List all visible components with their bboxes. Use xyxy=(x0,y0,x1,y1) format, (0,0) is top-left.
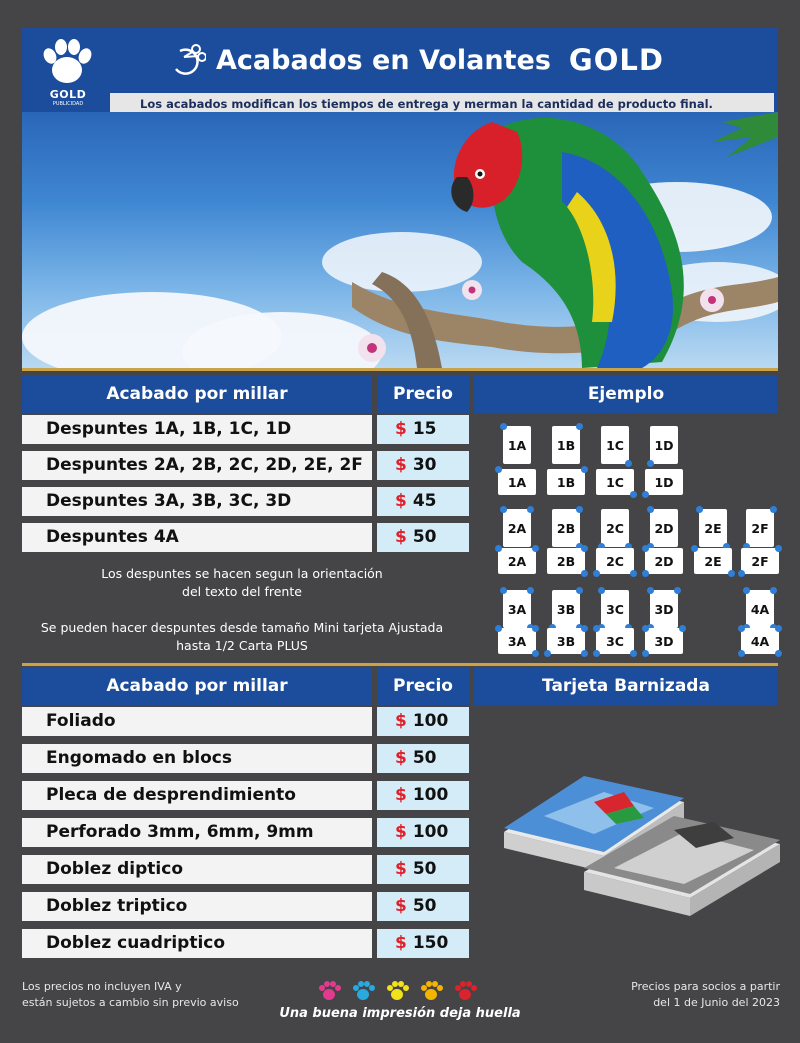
corner-cut-tile-3d: 3D xyxy=(645,628,683,654)
table-row-price xyxy=(377,451,469,480)
corner-dot xyxy=(642,491,649,498)
corner-cut-tile-4a: 4A xyxy=(746,590,774,628)
col-header-price: Precio xyxy=(377,375,469,413)
price-value: 30 xyxy=(412,455,437,475)
currency-symbol: $ xyxy=(395,933,407,953)
note-line: hasta 1/2 Carta PLUS xyxy=(176,638,308,653)
corner-cut-tile-1d: 1D xyxy=(650,426,678,464)
corner-cut-tile-2e: 2E xyxy=(694,548,732,574)
corner-dot xyxy=(625,460,632,467)
corner-dot xyxy=(532,545,539,552)
col-header-item: Acabado por millar xyxy=(22,667,372,705)
corner-dot xyxy=(770,587,777,594)
price-value: 50 xyxy=(412,748,437,768)
corner-cut-tile-2f: 2F xyxy=(741,548,779,574)
price-value: 45 xyxy=(412,491,437,511)
corner-dot xyxy=(527,587,534,594)
parrot-illustration xyxy=(22,112,778,368)
footer-line: Los precios no incluyen IVA y xyxy=(22,980,182,993)
corner-cut-tile-2a: 2A xyxy=(503,509,531,547)
currency-symbol: $ xyxy=(395,859,407,879)
corner-dot xyxy=(593,625,600,632)
corner-cut-tile-4a: 4A xyxy=(741,628,779,654)
corner-dot xyxy=(544,650,551,657)
corner-dot xyxy=(642,650,649,657)
corner-dot xyxy=(532,625,539,632)
price-value: 100 xyxy=(412,711,449,731)
table-row-price xyxy=(377,929,469,958)
currency-symbol: $ xyxy=(395,896,407,916)
corner-dot xyxy=(770,506,777,513)
corner-dot xyxy=(630,570,637,577)
table-row-price xyxy=(377,523,469,552)
corner-dot xyxy=(647,587,654,594)
corner-dot xyxy=(500,506,507,513)
corner-cut-tile-1b: 1B xyxy=(552,426,580,464)
corner-cut-tile-3a: 3A xyxy=(503,590,531,628)
corner-dot xyxy=(581,570,588,577)
corner-dot xyxy=(581,466,588,473)
page-title xyxy=(170,40,664,80)
corner-dot xyxy=(581,625,588,632)
paw-icon xyxy=(420,980,442,1002)
table-row-name: Doblez cuadriptico xyxy=(22,929,372,958)
corner-dot xyxy=(738,570,745,577)
note-sizes xyxy=(22,619,462,655)
paw-icon xyxy=(386,980,408,1002)
table-row-name: Engomado en blocs xyxy=(22,744,372,773)
divider-line xyxy=(22,663,778,666)
currency-symbol: $ xyxy=(395,822,407,842)
corner-cut-tile-1c: 1C xyxy=(596,469,634,495)
footer-disclaimer xyxy=(22,979,239,1011)
table-row-name: Foliado xyxy=(22,707,372,736)
corner-dot xyxy=(581,545,588,552)
logo-subtitle: PUBLICIDAD xyxy=(52,101,84,107)
corner-cut-tile-3c: 3C xyxy=(596,628,634,654)
note-orientation xyxy=(22,565,462,601)
table-row-name: Doblez triptico xyxy=(22,892,372,921)
table-row-price xyxy=(377,707,469,736)
table-row-name: Despuntes 1A, 1B, 1C, 1D xyxy=(22,415,372,444)
corner-dot xyxy=(495,625,502,632)
corner-cut-tile-2c: 2C xyxy=(601,509,629,547)
corner-cut-tile-2a: 2A xyxy=(498,548,536,574)
corner-dot xyxy=(495,545,502,552)
logo-word: GOLD xyxy=(49,88,87,101)
table-row-price xyxy=(377,892,469,921)
subtitle-bar: Los acabados modifican los tiempos de entrega y merman la cantidad de producto final. xyxy=(110,93,774,115)
corner-dot xyxy=(775,650,782,657)
price-value: 100 xyxy=(412,822,449,842)
paw-icon xyxy=(318,980,340,1002)
price-value: 150 xyxy=(412,933,449,953)
price-value: 50 xyxy=(412,859,437,879)
footer-line: Precios para socios a partir xyxy=(631,980,780,993)
price-value: 15 xyxy=(412,419,437,439)
corner-dot xyxy=(593,570,600,577)
corner-dot xyxy=(576,587,583,594)
corner-cut-tile-1a: 1A xyxy=(503,426,531,464)
corner-dot xyxy=(691,545,698,552)
currency-symbol: $ xyxy=(395,491,407,511)
paw-icon xyxy=(32,34,102,88)
corner-cut-tile-1d: 1D xyxy=(645,469,683,495)
corner-dot xyxy=(527,506,534,513)
table-row-price xyxy=(377,781,469,810)
corner-cut-tile-1a: 1A xyxy=(498,469,536,495)
gold-paw-logo xyxy=(32,34,102,106)
currency-symbol: $ xyxy=(395,748,407,768)
table-row-name: Despuntes 2A, 2B, 2C, 2D, 2E, 2F xyxy=(22,451,372,480)
corner-dot xyxy=(674,587,681,594)
corner-dot xyxy=(738,650,745,657)
table-row-price xyxy=(377,744,469,773)
scissors-icon xyxy=(170,43,206,77)
table-row-price xyxy=(377,487,469,516)
corner-dot xyxy=(728,570,735,577)
corner-dot xyxy=(576,423,583,430)
corner-dot xyxy=(642,570,649,577)
corner-dot xyxy=(642,625,649,632)
corner-dot xyxy=(679,625,686,632)
col-header-item: Acabado por millar xyxy=(22,375,372,413)
varnished-card-illustration xyxy=(484,772,784,922)
corner-cut-tile-2b: 2B xyxy=(552,509,580,547)
corner-cut-tile-2d: 2D xyxy=(650,509,678,547)
table-row-name: Despuntes 3A, 3B, 3C, 3D xyxy=(22,487,372,516)
col-header-price: Precio xyxy=(377,667,469,705)
currency-symbol: $ xyxy=(395,455,407,475)
corner-cut-tile-2b: 2B xyxy=(547,548,585,574)
corner-dot xyxy=(775,625,782,632)
price-value: 50 xyxy=(412,896,437,916)
corner-cut-tile-2f: 2F xyxy=(746,509,774,547)
price-value: 100 xyxy=(412,785,449,805)
corner-dot xyxy=(495,466,502,473)
corner-dot xyxy=(576,506,583,513)
corner-cut-tile-2e: 2E xyxy=(699,509,727,547)
corner-dot xyxy=(642,545,649,552)
corner-cut-tile-3c: 3C xyxy=(601,590,629,628)
corner-dot xyxy=(647,506,654,513)
footer-validity xyxy=(600,979,780,1011)
corner-cut-tile-3d: 3D xyxy=(650,590,678,628)
note-line: Los despuntes se hacen segun la orientación xyxy=(101,566,383,581)
footer-line: están sujetos a cambio sin previo aviso xyxy=(22,996,239,1009)
table-row-price xyxy=(377,818,469,847)
paw-icon xyxy=(454,980,476,1002)
corner-dot xyxy=(593,650,600,657)
corner-dot xyxy=(598,587,605,594)
divider-line xyxy=(22,368,778,371)
corner-dot xyxy=(581,650,588,657)
note-line: del texto del frente xyxy=(182,584,302,599)
currency-symbol: $ xyxy=(395,711,407,731)
currency-symbol: $ xyxy=(395,785,407,805)
paw-prints xyxy=(318,980,476,1002)
hero-parrot-image xyxy=(22,112,778,368)
currency-symbol: $ xyxy=(395,527,407,547)
slogan: Una buena impresión deja huella xyxy=(279,1006,521,1021)
corner-dot xyxy=(743,587,750,594)
corner-cut-tile-1c: 1C xyxy=(601,426,629,464)
corner-dot xyxy=(500,587,507,594)
note-line: Se pueden hacer despuntes desde tamaño Mini tarjeta Ajustada xyxy=(40,620,444,635)
table-row-price xyxy=(377,415,469,444)
price-value: 50 xyxy=(412,527,437,547)
corner-dot xyxy=(630,650,637,657)
title-text: Acabados en Volantes xyxy=(216,44,551,76)
table-row-name: Perforado 3mm, 6mm, 9mm xyxy=(22,818,372,847)
corner-cut-tile-3b: 3B xyxy=(547,628,585,654)
title-brand: GOLD xyxy=(568,43,664,77)
header-banner xyxy=(22,28,778,112)
table-row-price xyxy=(377,855,469,884)
footer-line: del 1 de Junio del 2023 xyxy=(653,996,780,1009)
corner-dot xyxy=(647,460,654,467)
paw-icon xyxy=(352,980,374,1002)
col-header-varnished-card: Tarjeta Barnizada xyxy=(474,667,778,705)
corner-dot xyxy=(738,625,745,632)
corner-cut-tile-2c: 2C xyxy=(596,548,634,574)
corner-dot xyxy=(696,506,703,513)
corner-cut-tile-2d: 2D xyxy=(645,548,683,574)
table-row-name: Pleca de desprendimiento xyxy=(22,781,372,810)
col-header-example: Ejemplo xyxy=(474,375,778,413)
corner-cut-tile-1b: 1B xyxy=(547,469,585,495)
corner-dot xyxy=(630,491,637,498)
table-row-name: Doblez diptico xyxy=(22,855,372,884)
table-row-name: Despuntes 4A xyxy=(22,523,372,552)
corner-dot xyxy=(532,650,539,657)
corner-cut-tile-3a: 3A xyxy=(498,628,536,654)
corner-dot xyxy=(500,423,507,430)
corner-cut-tile-3b: 3B xyxy=(552,590,580,628)
corner-dot xyxy=(775,545,782,552)
currency-symbol: $ xyxy=(395,419,407,439)
